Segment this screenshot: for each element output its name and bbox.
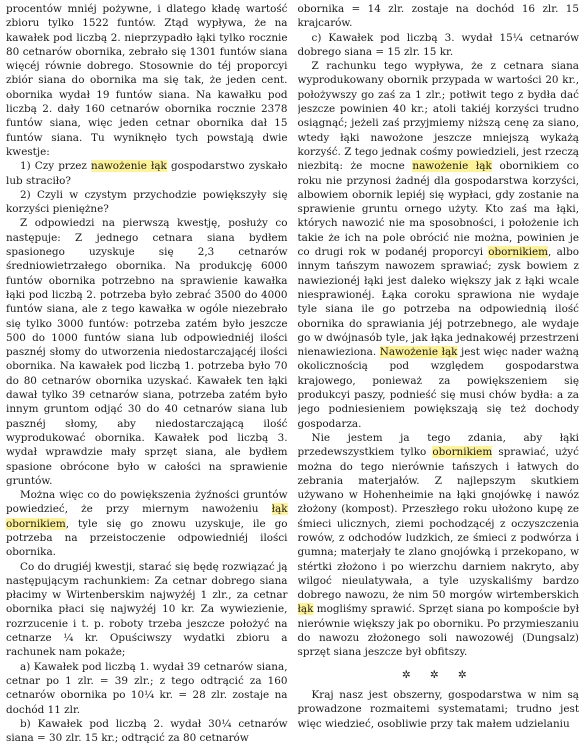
- highlighted-term: Nawożenie łąk: [379, 346, 458, 359]
- highlighted-term: obornikiem: [6, 517, 66, 530]
- left-paragraph: 2) Czyli w czystym przychodzie powiększyły się korzyści pieniężne?: [6, 188, 288, 216]
- highlighted-term: nawożenie łąk: [412, 160, 492, 173]
- right-column: [298, 2, 580, 750]
- highlighted-term: obornikiem: [488, 246, 549, 259]
- paragraph-text: , tyle się go znowu uzyskuje, ile go potrzeba na przeistoczenie odpowiedniéj ilości obornika.: [6, 517, 288, 559]
- paragraph-text: Z rachunku tego wypływa, że z cetnara siana wyprodukowany obornik przypada w wartości 20 kr., położywszy go zaś za 1 zlr.; potłwit tego z bydła dać jeszcze powinien 40 kr.; atoli takiéj korzyści trudno osiągnąć; jeżeli zaś przyjmiemy niższą cenę za siano, wtedy łąki nawożone jeszcze mniejszą wykażą korzyść. Z tego jednak cośmy powiedzieli, jest rzeczą niezbitą: że mocne: [297, 60, 579, 173]
- paragraph-text: , albo innym tańszym nawozem sprawiać; zysk bowiem z nawiezionéj łąki jest daleko większy jak z łąki wcale niesprawionéj. Łąka coroku sprawiona nie wydaje tyle siana ile go potrzeba na odpowiednią ilość obornika do sprawiania jéj potrzebnego, ale wydaje go w dwójnasób tyle, jak łąka jednakowéj przestrzeni nienawieziona.: [297, 246, 579, 359]
- left-paragraph: a) Kawałek pod liczbą 1. wydał 39 cetnarów siana, cetnar po 1 zlr. = 39 zlr.; z tego odtrącić za 160 cetnarów obornika po 10¼ kr. = 28 zlr. zostaje na dochód 11 zlr.: [6, 660, 288, 716]
- highlighted-term: łąk: [297, 603, 314, 616]
- paragraph-text: Można więc co do powiększenia żyźności gruntów powiedzieć, że przy miernym nawożeniu: [6, 489, 288, 516]
- left-paragraph: b) Kawałek pod liczbą 2. wydał 30¼ cetnarów siana = 30 zlr. 15 kr.; odtrącić za 80 cetnarów: [6, 717, 288, 745]
- right-paragraph: Kraj nasz jest obszerny, gospodarstwa w nim są prowadzone rozmaitemi systematami; trudno jest więc wiedzieć, osobliwie przy tak małem udzielaniu: [297, 688, 579, 730]
- left-paragraph: procentów mniéj pożywne, i dlatego kładę wartość zbioru tylko 1522 funtów. Ztąd wypływa, że na kawałek pod liczbą 2. nieprzypadło łąki tylko rocznie 80 cetnarów obornika, zebrało się 1301 funtów siana więcéj równie dobrego. Stosownie do téj proporcyi zbiór siana do obornika ma się tak, że jeden cent. obornika wydał 19 funtów siana. Na kawałku pod liczbą 2. dały 160 cetnarów obornika rocznie 2378 funtów siana, więc jeden cetnar obornika dał 15 funtów siana. Tu wyniknęło tych powstają dwie kwestje:: [6, 3, 288, 158]
- highlighted-term: nawożenie łąk: [91, 160, 167, 173]
- left-paragraph: [6, 159, 288, 188]
- paragraph-text: mogliśmy sprawić. Sprzęt siana po kompoście był nierównie większy jak po oborniku. Po przymieszaniu do nawozu złożonego soli nawozowéj (Dungsalz) sprzęt siana jeszcze był obfitszy.: [297, 603, 579, 659]
- highlighted-term: łąk: [271, 503, 288, 516]
- paragraph-text: sprawiać, użyć można do tego nierównie tańszych i łatwych do zebrania materjałów. Z najlepszym skutkiem używano w Hohenheimie na łąki gnojówkę i nawóz złożony (kompost). Przeszłego roku ułożono kupę ze śmieci ulicznych, ziemi pochodzącéj z oczyszczenia rowów, z odchodów ludzkich, ze śmieci z podwórza i gumna; materjały te zlano gnojówką i przekopano, w stértki złożono i po wierzchu darniem nakryto, aby wilgoć nieulatywała, a tyle uzyskaliśmy bardzo dobrego nawozu, że nim 50 morgów wirtemberskich: [297, 446, 579, 602]
- right-paragraph: c) Kawałek pod liczbą 3. wydał 15¼ cetnarów dobrego siana = 15 zlr. 15 kr.: [297, 31, 579, 58]
- paragraph-text: 1) Czy przez: [20, 160, 92, 173]
- right-paragraph: obornika = 14 zlr. zostaje na dochód 16 zlr. 15 krajcarów.: [297, 3, 579, 30]
- paragraph-text: Nie jestem ja tego zdania, aby łąki przedewszystkiem tylko: [297, 431, 579, 459]
- paragraph-text: gospodarstwo zyskało lub straciło?: [6, 160, 288, 187]
- right-paragraph: [298, 59, 580, 431]
- paragraph-text: jest więc nader ważną okolicznością pod względem gospodarstwa krajowego, ponieważ za powiększeniem się produkcyi paszy, podnieść się musi chów bydła: a za jego podniesieniem powiększają się też dochody gospodarza.: [297, 346, 579, 430]
- highlighted-term: obornikiem: [432, 446, 493, 459]
- left-column: [6, 2, 288, 750]
- right-paragraph: [298, 431, 580, 660]
- paragraph-text: obornikiem co roku nie przynosi żadnéj dla gospodarstwa korzyści, albowiem obornik lepiéj się wypłaci, gdy zostanie na sprawienie gruntu ornego użyty. Kto zaś ma łąki, których nawozić nie ma sposobności, i położenie ich takie że ich na pole obrócić nie można, powinien je co drugi rok w podanéj proporcyi: [297, 160, 579, 259]
- left-paragraph: Z odpowiedzi na pierwszą kwestję, posłuży co następuje: Z jednego cetnara siana bydłem spasionego uzyskuje się 2,3 cetnarów średniowietrzałego obornika. Na produkcję 6000 funtów obornika potrzebno na sprawienie kawałka łąki pod liczbą 2. potrzeba było zebrać 3500 do 4000 funtów siana, ale z tego kawałka w ogóle niezebrało się tylko 3000 funtów: potrzeba zatém było jeszcze 500 do 1000 funtów siana lub odpowiedniéj ilości pasznéj słomy do utworzenia niedostarczającéj ilości obornika. Na kawałek pod liczbą 1. potrzeba było 70 do 80 cetnarów obornika uzyskać. Kawałek ten łąki dawał tylko 39 cetnarów siana, potrzeba zatém było innym gruntom odjąć 30 do 40 cetnarów siana lub pasznéj słomy, aby niedostarczającą ilość wyprodukować obornika. Kawałek pod liczbą 3. wydał wprawdzie mały sprzęt siana, ale bydłem spasione obrócone było w całości na sprawienie gruntów.: [6, 217, 288, 487]
- right-paragraph: ✲ ✲ ✲: [401, 668, 475, 681]
- left-paragraph: Co do drugiéj kwestji, starać się będę rozwiązać ją następującym rachunkiem: Za cetnar dobrego siana płacimy w Wirtenberskim najwyżéj 1 zlr., za cetnar obornika płaci się najwyżéj 10 kr. Za wywiezienie, rozrzucenie i t. p. roboty trzeba jeszcze położyć na cetnarze ¼ kr. Opuściwszy wydatki zbioru a rachunek nam pokaże;: [6, 560, 288, 659]
- left-paragraph: [6, 488, 288, 559]
